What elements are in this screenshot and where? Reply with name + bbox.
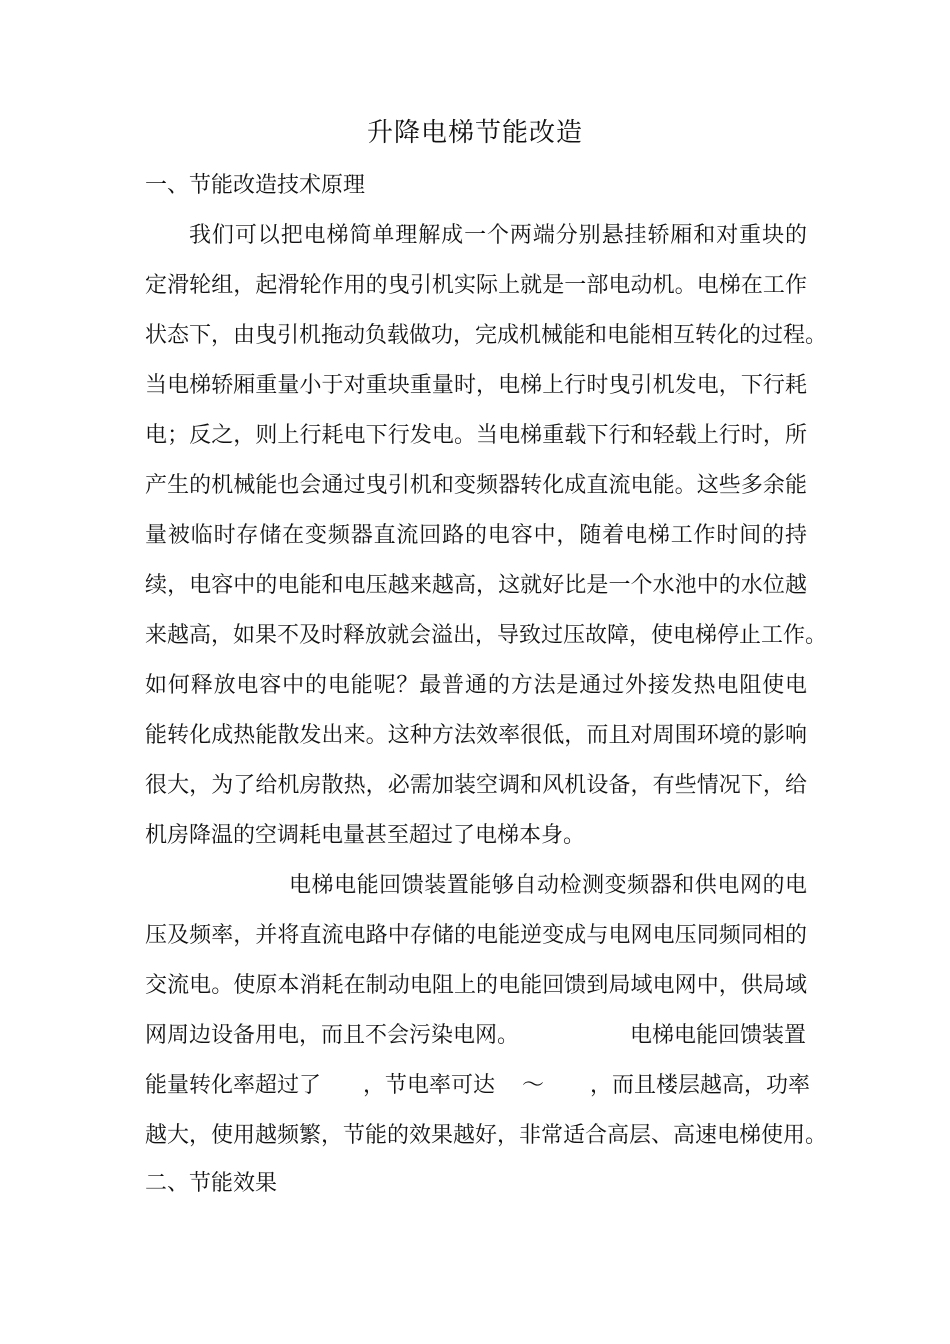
- paragraph-segment: 电梯电能回馈装置: [630, 1023, 807, 1048]
- section-heading-principle: 一、节能改造技术原理: [145, 173, 366, 198]
- paragraph-line: 量被临时存储在变频器直流回路的电容中，随着电梯工作时间的持: [145, 523, 807, 548]
- paragraph-line: 交流电。使原本消耗在制动电阻上的电能回馈到局域电网中，供局域: [145, 973, 807, 998]
- paragraph-line: 定滑轮组，起滑轮作用的曳引机实际上就是一部电动机。电梯在工作: [145, 273, 807, 298]
- paragraph-line: 能转化成热能散发出来。这种方法效率很低，而且对周围环境的影响: [145, 723, 807, 748]
- paragraph-line: 如何释放电容中的电能呢？最普通的方法是通过外接发热电阻使电: [145, 673, 807, 698]
- paragraph-line: 电；反之，则上行耗电下行发电。当电梯重载下行和轻载上行时，所: [145, 423, 807, 448]
- paragraph-segment: ，而且楼层越高，功率: [590, 1073, 811, 1098]
- section-heading-effect: 二、节能效果: [145, 1171, 278, 1196]
- paragraph-line: 续，电容中的电能和电压越来越高，这就好比是一个水池中的水位越: [145, 573, 807, 598]
- paragraph-line: 压及频率，并将直流电路中存储的电能逆变成与电网电压同频同相的: [145, 923, 807, 948]
- paragraph-line: 来越高，如果不及时释放就会溢出，导致过压故障，使电梯停止工作。: [145, 623, 828, 648]
- paragraph-segment: ，节电率可达: [363, 1073, 496, 1098]
- paragraph-line: 越大，使用越频繁，节能的效果越好，非常适合高层、高速电梯使用。: [145, 1123, 828, 1148]
- page-title: 升降电梯节能改造: [366, 118, 583, 148]
- paragraph-segment: ～: [522, 1073, 545, 1098]
- paragraph-line: 我们可以把电梯简单理解成一个两端分别悬挂轿厢和对重块的: [189, 223, 807, 248]
- paragraph-segment: 网周边设备用电，而且不会污染电网。: [145, 1023, 520, 1048]
- paragraph-line: 机房降温的空调耗电量甚至超过了电梯本身。: [145, 823, 586, 848]
- paragraph-segment: 能量转化率超过了: [145, 1073, 322, 1098]
- paragraph-line: 很大，为了给机房散热，必需加装空调和风机设备，有些情况下，给: [145, 773, 807, 798]
- paragraph-line: 电梯电能回馈装置能够自动检测变频器和供电网的电: [289, 873, 807, 898]
- paragraph-line: 当电梯轿厢重量小于对重块重量时，电梯上行时曳引机发电，下行耗: [145, 373, 807, 398]
- paragraph-line: 产生的机械能也会通过曳引机和变频器转化成直流电能。这些多余能: [145, 473, 807, 498]
- paragraph-line: 状态下，由曳引机拖动负载做功，完成机械能和电能相互转化的过程。: [145, 323, 828, 348]
